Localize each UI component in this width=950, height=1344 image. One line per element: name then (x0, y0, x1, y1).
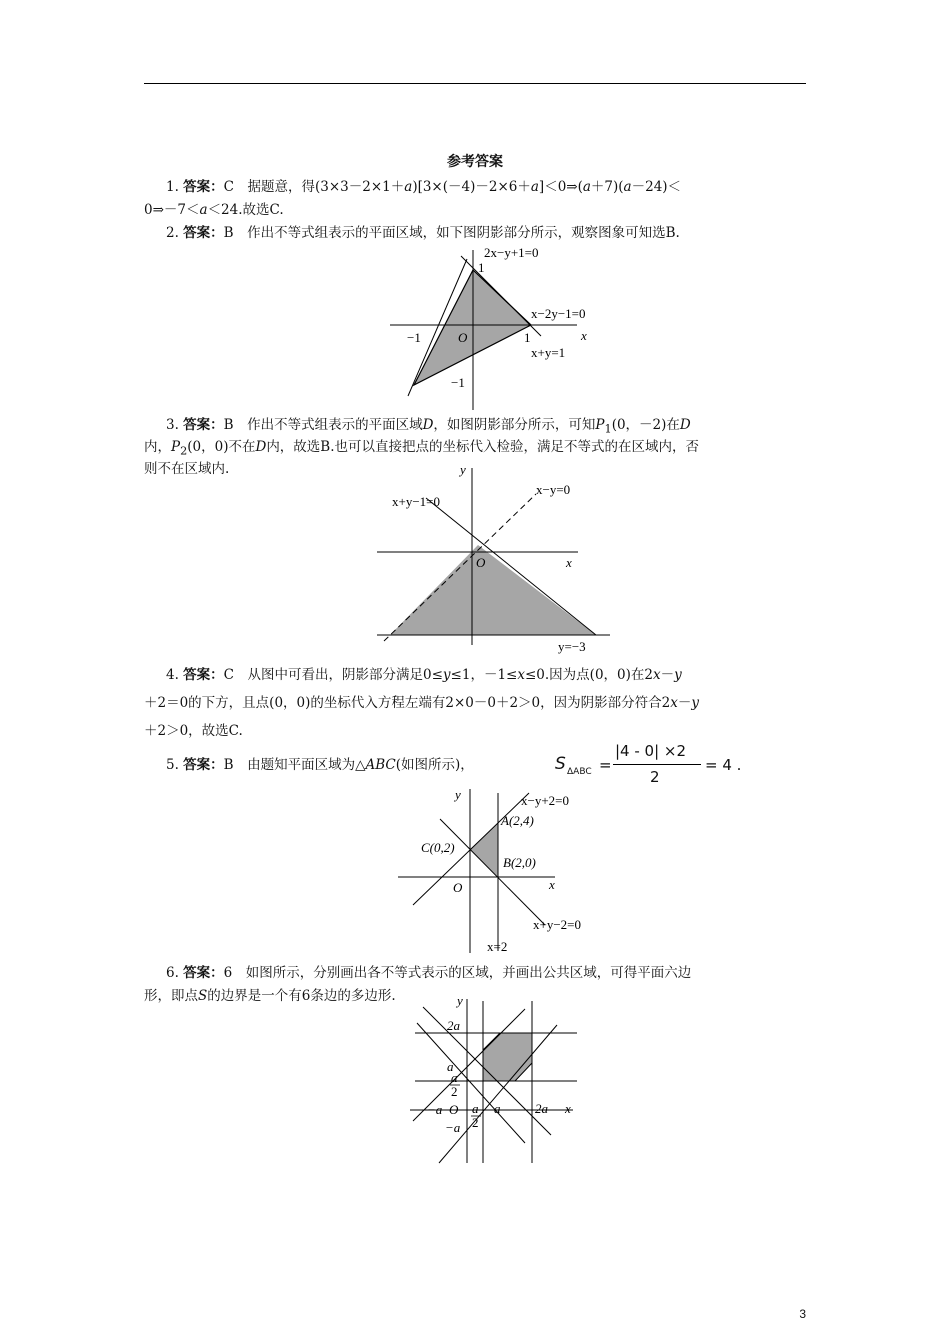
formula-denominator: 2 (650, 768, 660, 786)
label-l3: x=2 (487, 939, 508, 954)
label-l2: x−2y−1=0 (531, 306, 586, 321)
label-l2: x+y−2=0 (533, 917, 581, 932)
point-C: C(0,2) (421, 840, 455, 855)
axis-x: x (581, 328, 587, 343)
answer-2-line-1: 2. 答案：B 作出不等式组表示的平面区域，如下图阴影部分所示，观察图象可知选B. (166, 225, 680, 241)
origin: O (458, 330, 468, 345)
tick-xa: a (494, 1101, 501, 1116)
axis-y: y (460, 462, 466, 477)
shaded-triangle-3 (470, 823, 498, 877)
tick-x2a: 2a (535, 1101, 548, 1116)
axis-y: y (457, 995, 463, 1008)
tick-1: 1 (524, 330, 531, 345)
tick-xa2-num: a (472, 1101, 479, 1116)
tick-ym1: −1 (451, 375, 465, 390)
axis-y: y (455, 787, 461, 802)
tick-a: a (447, 1059, 454, 1074)
point-B: B(2,0) (503, 855, 536, 870)
answer-3-line-2: 内，$P_2(0$，0)不在D内，故选B.也可以直接把点的坐标代入检验，满足不等式的在区域内，否 (144, 439, 700, 458)
label-l2: x+y−1=0 (392, 494, 440, 509)
answer-1-line-2: 0⇒－7＜a＜24.故选C. (144, 202, 284, 218)
tick-xa2-den: 2 (472, 1115, 479, 1130)
tick-m1: −1 (407, 330, 421, 345)
formula-rhs: = 4 . (705, 756, 742, 774)
header-rule (144, 83, 806, 84)
figure-3 (395, 785, 595, 957)
origin: O (449, 1102, 459, 1117)
figure-1 (385, 244, 605, 412)
answer-1-line-1: 1. 答案：C 据题意，得(3×3－2×1＋a)[3×(－4)－2×6＋a]＜0⇒(a＋7)(a－24)＜ (166, 179, 682, 195)
formula-lhs: S (555, 754, 566, 774)
axis-x: x (549, 877, 555, 892)
tick-ma-y: −a (445, 1120, 461, 1135)
answer-3-line-3: 则不在区域内. (144, 461, 230, 477)
section-title: 参考答案 (447, 154, 503, 170)
answer-4-line-3: ＋2＞0，故选C. (144, 723, 243, 739)
page-number: 3 (799, 1307, 806, 1321)
origin: O (476, 555, 486, 570)
tick-ma: −a (427, 1102, 443, 1117)
answer-6-line-2: 形，即点S的边界是一个有6条边的多边形. (144, 988, 396, 1004)
formula-sub: ΔABC (567, 767, 592, 777)
label-l1: x−y=0 (536, 482, 571, 497)
answer-3-line-1: 3. 答案：B 作出不等式组表示的平面区域D，如图阴影部分所示，可知$P_1(0$，－2)在D (166, 417, 691, 436)
tick-a2-den: 2 (451, 1084, 458, 1099)
formula-numerator: |4 - 0| ×2 (615, 742, 687, 760)
tick-y1: 1 (478, 260, 485, 275)
tick-a2-num: a (451, 1070, 458, 1085)
label-l3: x+y=1 (531, 345, 566, 360)
answer-4-line-2: ＋2＝0的下方，且点(0，0)的坐标代入方程左端有2×0－0＋2＞0，因为阴影部分符合2x－y (144, 695, 700, 711)
label-l3: y=−3 (558, 639, 586, 654)
answer-4-line-1: 4. 答案：C 从图中可看出，阴影部分满足0≤y≤1，－1≤x≤0.因为点(0，0)在2x－y (166, 667, 682, 683)
axis-x: x (565, 1101, 571, 1116)
label-l1: 2x−y+1=0 (484, 245, 539, 260)
origin: O (453, 880, 463, 895)
answer-6-line-1: 6. 答案：6 如图所示，分别画出各不等式表示的区域，并画出公共区域，可得平面六边 (166, 965, 692, 981)
figure-2 (372, 460, 622, 656)
point-A: A(2,4) (501, 813, 534, 828)
answer-5-line-1: 5. 答案：B 由题知平面区域为△ABC(如图所示)， (166, 757, 474, 773)
axis-x: x (566, 555, 572, 570)
tick-2a: 2a (447, 1018, 460, 1033)
figure-4 (405, 995, 585, 1167)
label-l1: x−y+2=0 (521, 793, 569, 808)
